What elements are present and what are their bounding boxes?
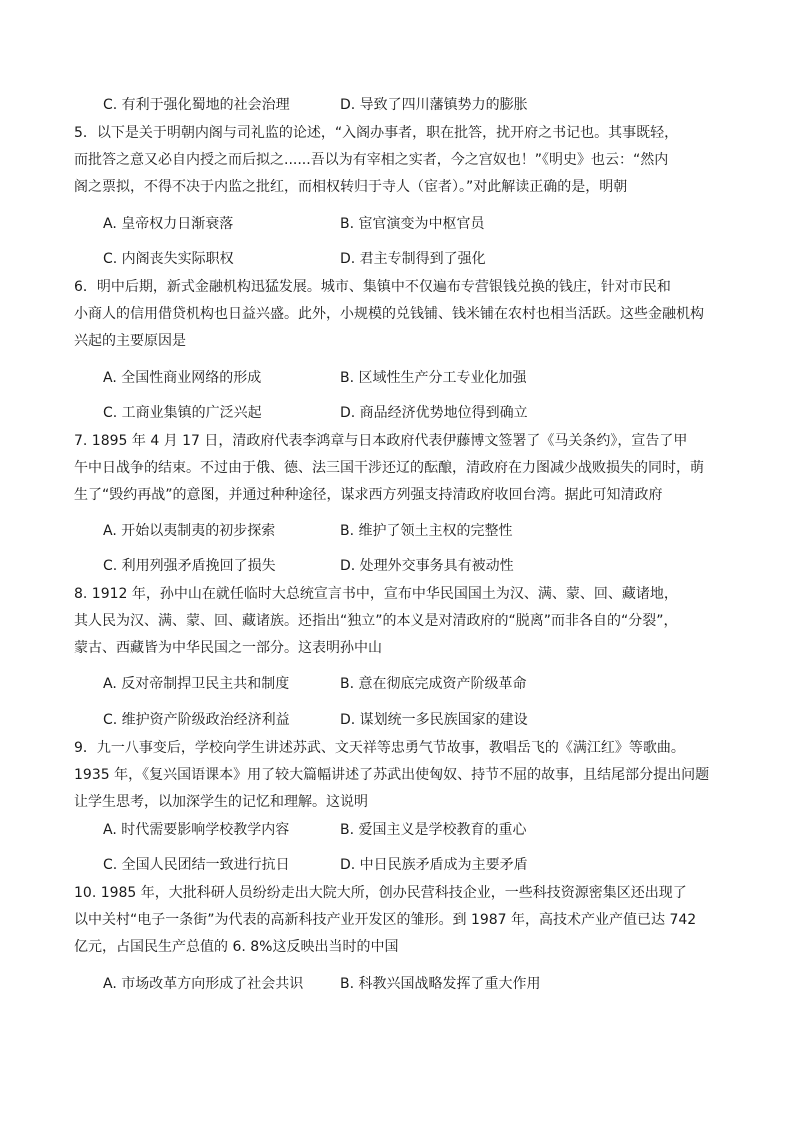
q5-option-d: D. 君主专制得到了强化: [340, 251, 486, 267]
q6-option-c: C. 工商业集镇的广泛兴起: [103, 405, 262, 421]
q6-stem-line-1: 6．明中后期，新式金融机构迅猛发展。城市、集镇中不仅遍布专营银钱兑换的钱庄，针对市民和: [74, 279, 671, 295]
q8-option-b: B. 意在彻底完成资产阶级革命: [340, 676, 527, 692]
q5-stem-line-3: 阁之票拟，不得不决于内监之批红，而相权转归于寺人（宦者）。”对此解读正确的是，明朝: [74, 179, 628, 195]
q6-option-a: A. 全国性商业网络的形成: [103, 370, 262, 386]
q8-option-a: A. 反对帝制捍卫民主共和制度: [103, 676, 290, 692]
q8-stem-line-2: 其人民为汉、满、蒙、回、藏诸族。还指出“独立”的本义是对清政府的“脱离”而非各自的“分裂”，: [74, 613, 678, 629]
q7-stem-line-1: 7. 1895 年 4 月 17 日，清政府代表李鸿章与日本政府代表伊藤博文签署了《马关条约》，宣告了甲: [74, 433, 688, 449]
q7-stem-line-2: 午中日战争的结束。不过由于俄、德、法三国干涉还辽的酝酿，清政府在力图减少战败损失的同时，萌: [74, 460, 704, 476]
q10-option-a: A. 市场改革方向形成了社会共识: [103, 976, 304, 992]
q6-stem-line-2: 小商人的信用借贷机构也日益兴盛。此外，小规模的兑钱铺、钱米铺在农村也相当活跃。这些金融机构: [74, 306, 704, 322]
q8-option-c: C. 维护资产阶级政治经济利益: [103, 712, 290, 728]
q10-option-b: B. 科教兴国战略发挥了重大作用: [340, 976, 541, 992]
q9-stem-line-2: 1935 年，《复兴国语课本》用了较大篇幅讲述了苏武出使匈奴、持节不屈的故事，且结尾部分提出问题: [74, 767, 710, 783]
q9-option-d: D. 中日民族矛盾成为主要矛盾: [340, 857, 528, 873]
q7-option-c: C. 利用列强矛盾挽回了损失: [103, 558, 276, 574]
q9-option-a: A. 时代需要影响学校教学内容: [103, 822, 290, 838]
q7-stem-line-3: 生了“毁约再战”的意图，并通过种种途径，谋求西方列强支持清政府收回台湾。据此可知清政府: [74, 487, 663, 503]
q8-stem-line-3: 蒙古、西藏皆为中华民国之一部分。这表明孙中山: [74, 640, 382, 656]
q7-option-b: B. 维护了领土主权的完整性: [340, 523, 513, 539]
q9-stem-line-3: 让学生思考，以加深学生的记忆和理解。这说明: [74, 794, 368, 810]
q5-stem-line-1: 5．以下是关于明朝内阁与司礼监的论述，“入阁办事者，职在批答，扰开府之书记也。其事既轻，: [74, 125, 679, 141]
q5-option-a: A. 皇帝权力日渐衰落: [103, 216, 234, 232]
q5-option-c: C. 内阁丧失实际职权: [103, 251, 234, 267]
q8-stem-line-1: 8. 1912 年，孙中山在就任临时大总统宣言书中，宣布中华民国国土为汉、满、蒙、回、藏诸地，: [74, 586, 678, 602]
q5-stem-line-2: 而批答之意又必自内授之而后拟之......吾以为有宰相之实者，今之宫奴也！”《明史》也云：“然内: [74, 152, 669, 168]
q8-option-d: D. 谋划统一多民族国家的建设: [340, 712, 528, 728]
q9-stem-line-1: 9．九一八事变后，学校向学生讲述苏武、文天祥等忠勇气节故事，教唱岳飞的《满江红》等歌曲。: [74, 740, 685, 756]
q9-option-b: B. 爱国主义是学校教育的重心: [340, 822, 527, 838]
q5-option-b: B. 宦官演变为中枢官员: [340, 216, 485, 232]
q4-option-c: C. 有利于强化蜀地的社会治理: [103, 97, 290, 113]
q4-option-d: D. 导致了四川藩镇势力的膨胀: [340, 97, 528, 113]
q10-stem-line-1: 10. 1985 年，大批科研人员纷纷走出大院大所，创办民营科技企业，一些科技资源密集区还出现了: [74, 885, 687, 901]
q6-stem-line-3: 兴起的主要原因是: [74, 333, 186, 349]
q7-option-d: D. 处理外交事务具有被动性: [340, 558, 514, 574]
q6-option-b: B. 区域性生产分工专业化加强: [340, 370, 527, 386]
q10-stem-line-3: 亿元，占国民生产总值的 6. 8%这反映出当时的中国: [74, 939, 399, 955]
q7-option-a: A. 开始以夷制夷的初步探索: [103, 523, 276, 539]
q6-option-d: D. 商品经济优势地位得到确立: [340, 405, 528, 421]
q9-option-c: C. 全国人民团结一致进行抗日: [103, 857, 290, 873]
q10-stem-line-2: 以中关村“电子一条街”为代表的高新科技产业开发区的雏形。到 1987 年，高技术产业产值已达 742: [74, 912, 697, 928]
